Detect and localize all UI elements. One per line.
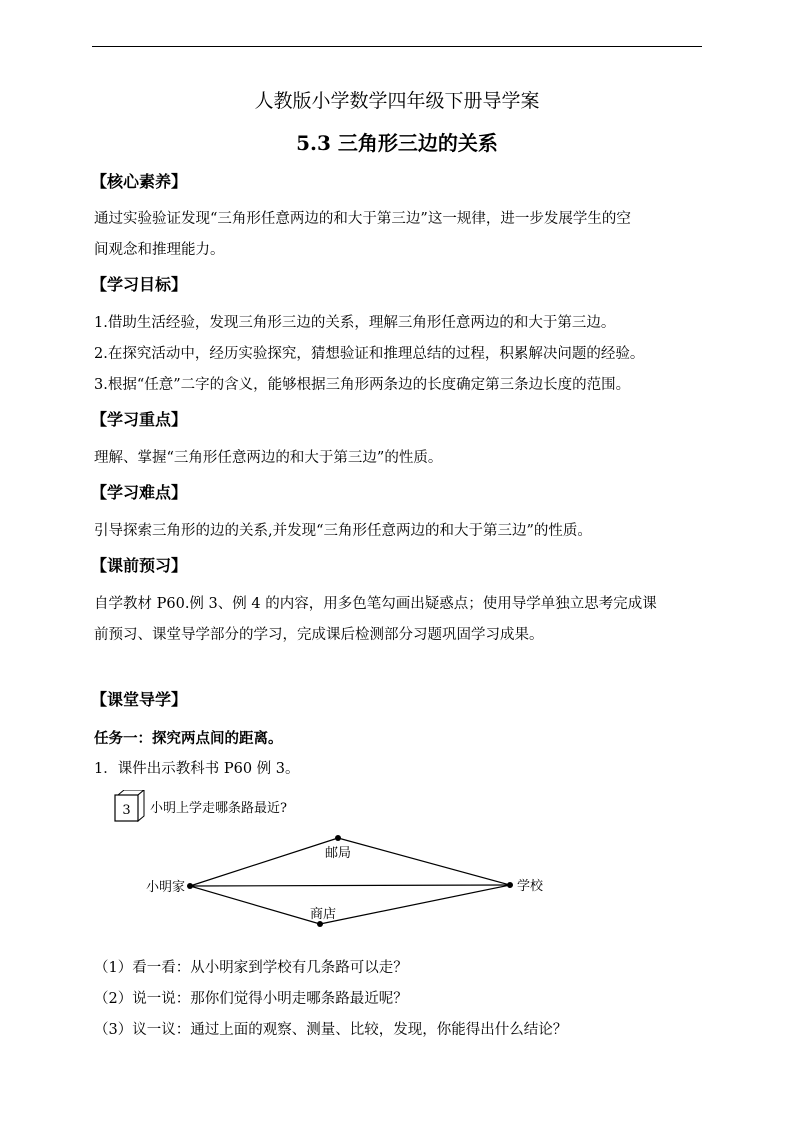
home-point	[187, 883, 193, 889]
heading-preview: 【课前预习】	[91, 556, 188, 575]
home-label: 小明家	[145, 880, 185, 895]
route-diagram	[110, 790, 560, 940]
task-one: 任务一：探究两点间的距离。	[94, 730, 283, 747]
step-one: 1．课件出示教科书 P60 例 3。	[94, 761, 300, 777]
heading-key-points: 【学习重点】	[91, 410, 188, 429]
core-line-2: 间观念和推理能力。	[94, 242, 225, 258]
heading-difficulty: 【学习难点】	[91, 483, 188, 502]
goal-item-3: 3.根据“任意”二字的含义，能够根据三角形两条边的长度确定第三条边长度的范围。	[94, 377, 631, 393]
header-rule	[92, 46, 702, 47]
school-label: 学校	[517, 879, 544, 894]
post-office-point	[335, 835, 341, 841]
core-line-1: 通过实验验证发现“三角形任意两边的和大于第三边”这一规律，进一步发展学生的空	[94, 211, 631, 227]
document-title: 人教版小学数学四年级下册导学案	[254, 90, 540, 112]
question-3: （3）议一议：通过上面的观察、测量、比较，发现，你能得出什么结论？	[94, 1022, 568, 1038]
school-point	[507, 882, 513, 888]
question-1: （1）看一看：从小明家到学校有几条路可以走？	[94, 960, 408, 976]
route-post-office-school	[338, 838, 510, 885]
lesson-title: 5.3 三角形三边的关系	[296, 131, 498, 155]
shop-label: 商店	[310, 907, 337, 922]
preview-line-2: 前预习、课堂导学部分的学习，完成课后检测部分习题巩固学习成果。	[94, 627, 544, 643]
route-direct	[190, 885, 510, 886]
figure-question: 小明上学走哪条路最近?	[150, 801, 287, 816]
question-2: （2）说一说：那你们觉得小明走哪条路最近呢？	[94, 991, 408, 1007]
example-number: 3	[122, 803, 131, 818]
goal-item-2: 2.在探究活动中，经历实验探究，猜想验证和推理总结的过程，积累解决问题的经验。	[94, 346, 645, 362]
heading-goals: 【学习目标】	[91, 275, 188, 294]
route-via-shop	[190, 886, 320, 924]
heading-classroom: 【课堂导学】	[91, 690, 188, 709]
route-shop-school	[320, 885, 510, 924]
example-badge	[115, 790, 144, 821]
route-via-post-office	[190, 838, 338, 886]
goal-item-1: 1.借助生活经验，发现三角形三边的关系，理解三角形任意两边的和大于第三边。	[94, 315, 616, 331]
key-points-text: 理解、掌握“三角形任意两边的和大于第三边”的性质。	[94, 450, 443, 466]
heading-core: 【核心素养】	[91, 172, 188, 191]
difficulty-text: 引导探索三角形的边的关系,并发现“三角形任意两边的和大于第三边”的性质。	[94, 523, 592, 539]
post-office-label: 邮局	[325, 846, 352, 861]
preview-line-1: 自学教材 P60.例 3、例 4 的内容，用多色笔勾画出疑惑点；使用导学单独立思考完成课	[94, 596, 657, 612]
